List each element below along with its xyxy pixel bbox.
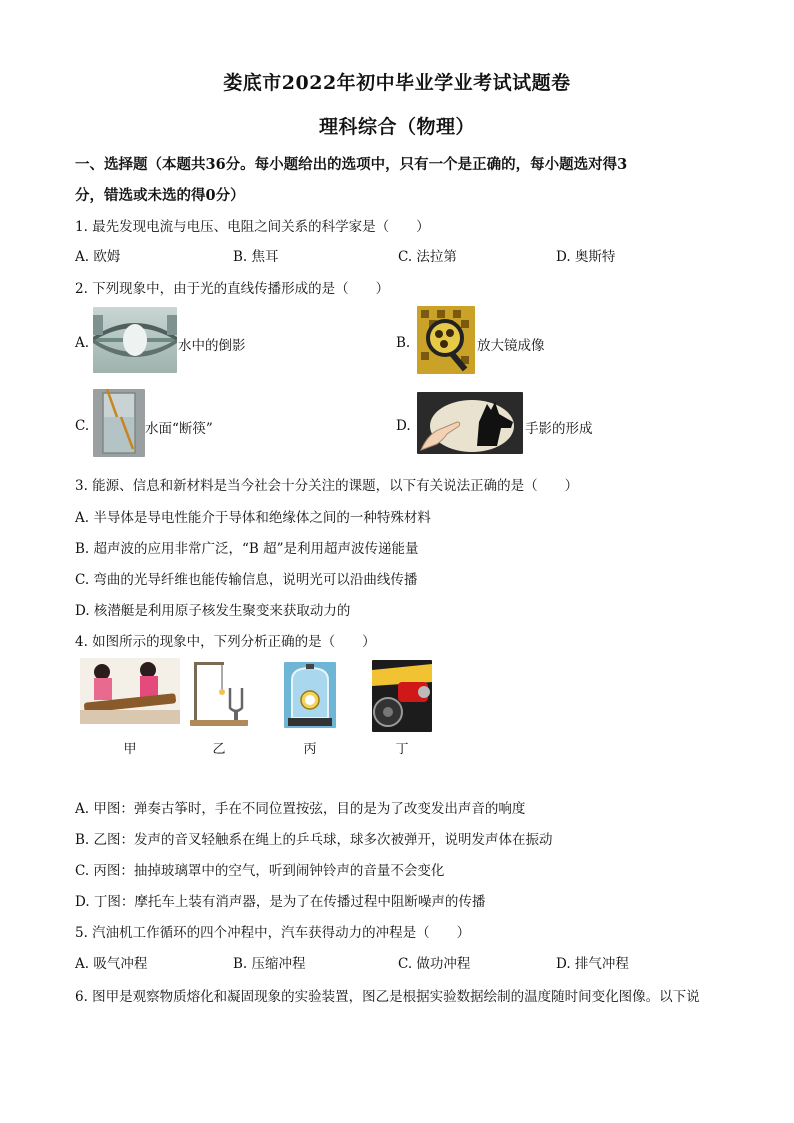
q3-option-d: D. 核潜艇是利用原子核发生聚变来获取动力的: [75, 603, 351, 619]
q3-option-b: B. 超声波的应用非常广泛，“B 超”是利用超声波传递能量: [75, 541, 419, 557]
section-heading-line-1: 一、选择题（本题共36分。每小题给出的选项中，只有一个是正确的，每小题选对得3: [75, 156, 628, 173]
q4-label-ding: 丁: [395, 742, 409, 757]
question-4-stem: 4. 如图所示的现象中，下列分析正确的是（ ）: [75, 634, 376, 650]
q2-option-b-letter: B.: [396, 335, 411, 351]
question-2-stem: 2. 下列现象中，由于光的直线传播形成的是（ ）: [75, 281, 390, 297]
bridge-reflection-image: [93, 307, 177, 373]
q2-option-c-letter: C.: [75, 418, 90, 434]
q4-label-jia: 甲: [123, 742, 137, 757]
q2-option-a-letter: A.: [75, 335, 90, 351]
q4-option-d: D. 丁图：摩托车上装有消声器，是为了在传播过程中阻断噪声的传播: [75, 894, 486, 910]
q1-option-a: A. 欧姆: [75, 249, 121, 265]
magnifier-image: [417, 306, 475, 374]
q4-label-bing: 丙: [303, 742, 317, 757]
q5-option-b: B. 压缩冲程: [233, 956, 306, 972]
q2-option-a-caption: 水中的倒影: [178, 338, 246, 354]
q4-option-c: C. 丙图：抽掉玻璃罩中的空气，听到闹钟铃声的音量不会变化: [75, 863, 445, 879]
q2-option-c-caption: 水面“断筷”: [145, 421, 213, 437]
q1-option-b: B. 焦耳: [233, 249, 279, 265]
q5-option-a: A. 吸气冲程: [75, 956, 148, 972]
motorcycle-muffler-image: [372, 660, 432, 732]
guzheng-player-image: [80, 658, 180, 724]
page-title: 娄底市2022年初中毕业学业考试试题卷: [223, 72, 571, 94]
q4-label-yi: 乙: [212, 742, 226, 757]
q2-option-d-letter: D.: [396, 418, 411, 434]
q3-option-a: A. 半导体是导电性能介于导体和绝缘体之间的一种特殊材料: [75, 510, 431, 526]
question-5-stem: 5. 汽油机工作循环的四个冲程中，汽车获得动力的冲程是（ ）: [75, 925, 471, 941]
page-subtitle: 理科综合（物理）: [318, 116, 475, 138]
q1-option-c: C. 法拉第: [398, 249, 457, 265]
q2-option-d-caption: 手影的形成: [525, 421, 593, 437]
q3-option-c: C. 弯曲的光导纤维也能传输信息，说明光可以沿曲线传播: [75, 572, 418, 588]
bell-jar-image: [284, 662, 336, 728]
section-heading-line-2: 分，错选或未选的得0分）: [75, 187, 245, 204]
q2-option-b-caption: 放大镜成像: [477, 338, 545, 354]
q4-option-b: B. 乙图：发声的音叉轻触系在绳上的乒乓球，球多次被弹开，说明发声体在振动: [75, 832, 553, 848]
hand-shadow-image: [417, 392, 523, 454]
q5-option-c: C. 做功冲程: [398, 956, 471, 972]
q1-option-d: D. 奥斯特: [556, 249, 616, 265]
question-6-stem: 6. 图甲是观察物质熔化和凝固现象的实验装置，图乙是根据实验数据绘制的温度随时间变化图像。以下说: [75, 989, 700, 1005]
question-3-stem: 3. 能源、信息和新材料是当今社会十分关注的课题，以下有关说法正确的是（ ）: [75, 478, 579, 494]
chopstick-in-water-image: [93, 389, 145, 457]
tuning-fork-image: [190, 658, 248, 726]
q5-option-d: D. 排气冲程: [556, 956, 629, 972]
question-1-stem: 1. 最先发现电流与电压、电阻之间关系的科学家是（ ）: [75, 219, 430, 235]
q4-option-a: A. 甲图：弹奏古筝时，手在不同位置按弦，目的是为了改变发出声音的响度: [75, 801, 526, 817]
